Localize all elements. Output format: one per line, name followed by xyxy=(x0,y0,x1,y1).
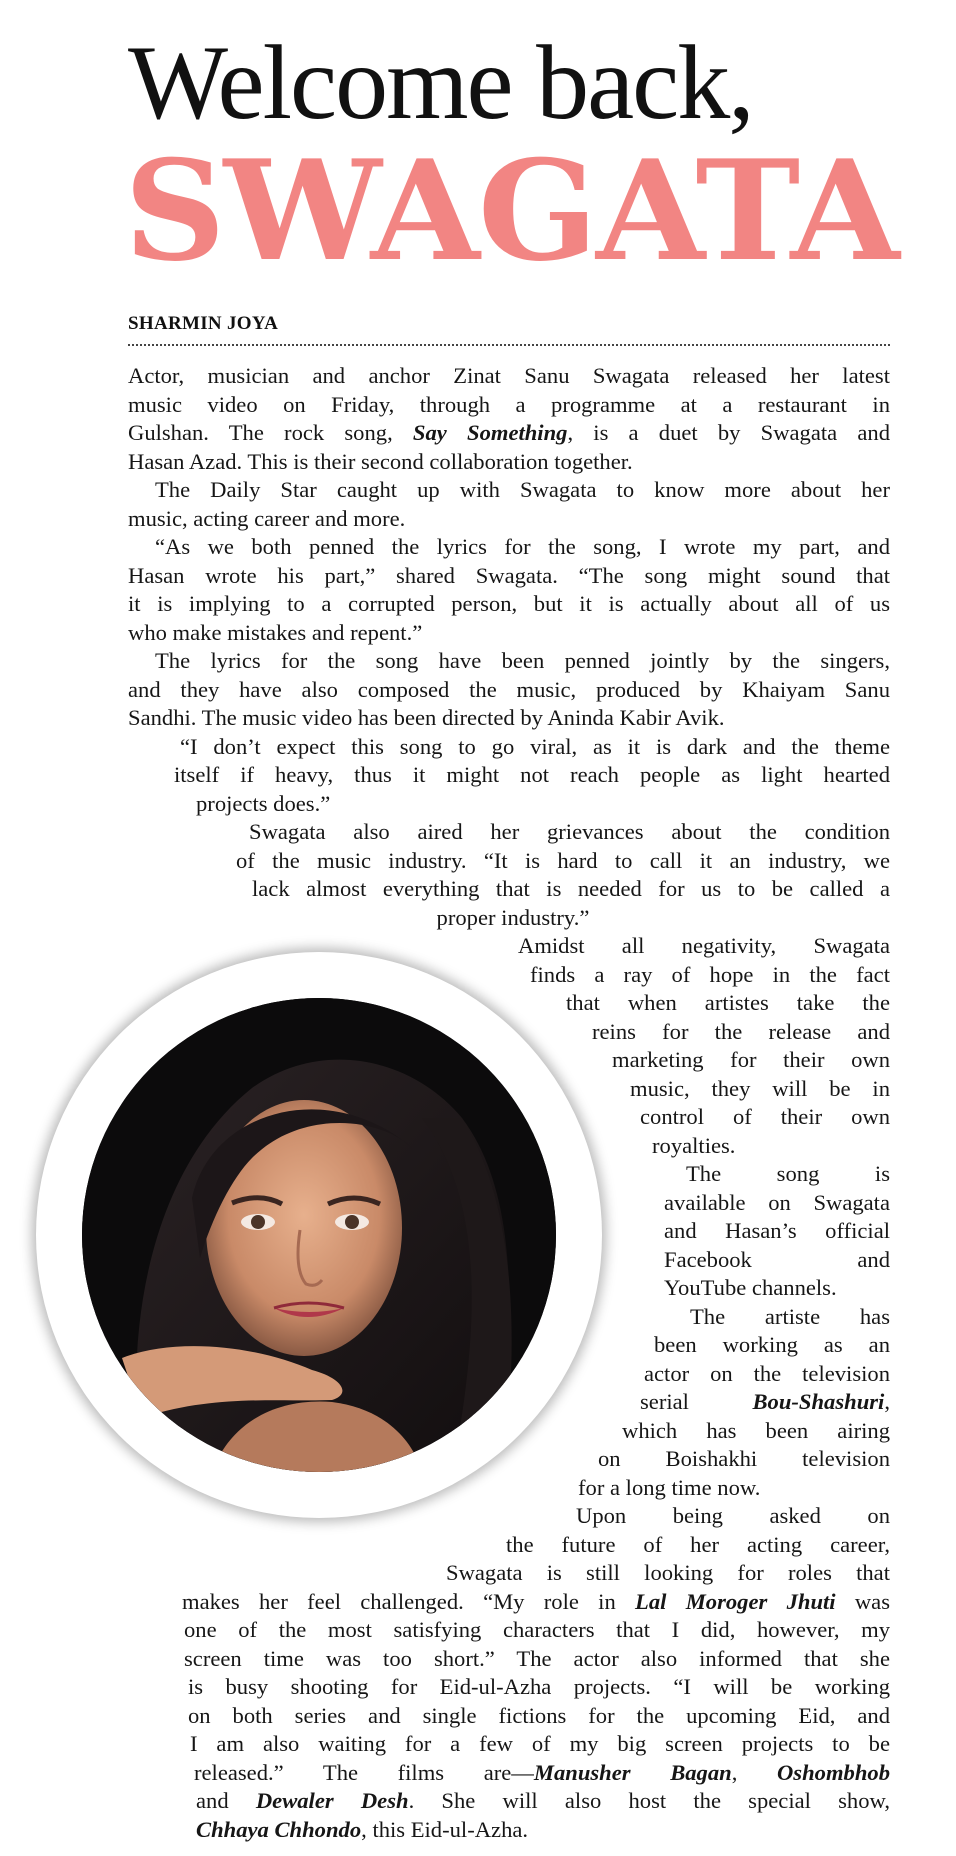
article-line xyxy=(664,1189,890,1218)
text-run: of the music industry. “It is hard to call it an industry, we xyxy=(236,847,890,873)
text-run: itself if heavy, thus it might not reach people as light hearted xyxy=(174,762,890,787)
article-line xyxy=(196,790,890,819)
article-line xyxy=(654,1331,890,1360)
article-line xyxy=(406,904,620,933)
article-line xyxy=(155,647,890,676)
text-run: Swagata also aired her grievances about the condition xyxy=(249,819,890,844)
text-run: proper industry.” xyxy=(436,904,590,930)
text-run: available on Swagata xyxy=(664,1189,890,1215)
article-line xyxy=(576,1502,890,1531)
text-run: control of their own xyxy=(640,1104,890,1129)
text-run: on both series and single fictions for the upcoming Eid, and xyxy=(188,1702,890,1728)
article-line xyxy=(686,1160,890,1189)
article-line xyxy=(128,619,890,648)
article-line xyxy=(612,1046,890,1075)
article-line xyxy=(188,1702,890,1731)
article-line xyxy=(194,1759,890,1788)
text-run: on Boishakhi television xyxy=(598,1446,890,1471)
text-run: makes her feel challenged. “My role in xyxy=(182,1588,636,1614)
text-run: Gulshan. The rock song, xyxy=(128,420,413,445)
italic-title: Manusher Bagan xyxy=(533,1759,732,1785)
article-line xyxy=(128,391,890,420)
portrait-photo xyxy=(82,998,556,1472)
italic-title: Chhaya Chhondo xyxy=(196,1816,362,1842)
italic-title: Lal Moroger Jhuti xyxy=(635,1588,836,1614)
article-line xyxy=(236,847,890,876)
article-line xyxy=(566,989,890,1018)
dotted-divider xyxy=(128,344,890,346)
text-run: been working as an xyxy=(654,1332,890,1357)
text-run: and Hasan’s official xyxy=(664,1218,890,1243)
article-line xyxy=(598,1445,890,1474)
text-run: royalties. xyxy=(652,1132,736,1158)
text-run: it is implying to a corrupted person, but it is actually about all of us xyxy=(128,591,890,616)
article-line xyxy=(188,1673,890,1702)
text-run: Actor, musician and anchor Zinat Sanu Swagata released her latest xyxy=(128,363,890,388)
text-run: Hasan Azad. This is their second collaboration together. xyxy=(128,448,633,474)
text-run: music, acting career and more. xyxy=(128,505,406,531)
article-line xyxy=(506,1531,890,1560)
article-line xyxy=(128,562,890,591)
article-line xyxy=(128,704,862,733)
headline-welcome: Welcome back, xyxy=(128,24,753,141)
text-run: Facebook and xyxy=(664,1246,890,1272)
italic-title: Say Something xyxy=(412,420,568,445)
text-run: YouTube channels. xyxy=(664,1275,837,1300)
text-run: the future of her acting career, xyxy=(506,1531,890,1557)
text-run: screen time was too short.” The actor also informed that she xyxy=(184,1645,890,1671)
text-run: lack almost everything that is needed for us to be called a xyxy=(252,876,890,901)
article-line xyxy=(196,1816,650,1845)
text-run: The lyrics for the song have been penned jointly by the singers, xyxy=(155,648,890,673)
text-run: , xyxy=(731,1759,777,1785)
article-line xyxy=(128,505,890,534)
article-line xyxy=(644,1360,890,1389)
text-run: The artiste has xyxy=(690,1303,890,1329)
text-run: music, they will be in xyxy=(630,1075,890,1101)
portrait-icon xyxy=(82,998,556,1472)
article-line xyxy=(530,961,890,990)
text-run: actor on the television xyxy=(644,1360,890,1386)
text-run: , this Eid-ul-Azha. xyxy=(361,1816,529,1842)
article-line xyxy=(630,1075,890,1104)
text-run: Amidst all negativity, Swagata xyxy=(518,933,890,958)
article-line xyxy=(249,818,890,847)
text-run: Swagata is still looking for roles that xyxy=(446,1560,890,1585)
article-line xyxy=(184,1616,890,1645)
article-line xyxy=(128,590,890,619)
text-run: finds a ray of hope in the fact xyxy=(530,961,890,987)
text-run: marketing for their own xyxy=(612,1047,890,1072)
headline-name: SWAGATA xyxy=(124,129,898,292)
article-line xyxy=(174,761,890,790)
article-line xyxy=(622,1417,890,1446)
article-line xyxy=(182,1588,890,1617)
text-run: for a long time now. xyxy=(578,1474,761,1500)
byline-author: SHARMIN JOYA xyxy=(128,313,279,334)
text-run: released.” The films are— xyxy=(194,1759,534,1785)
text-run: The song is xyxy=(686,1161,890,1186)
text-run: “I don’t expect this song to go viral, as it is dark and the theme xyxy=(180,733,890,759)
article-line xyxy=(518,932,890,961)
text-run: and xyxy=(196,1788,256,1813)
article-line xyxy=(592,1018,890,1047)
text-run: “As we both penned the lyrics for the song, I wrote my part, and xyxy=(155,534,890,559)
text-run: The Daily Star caught up with Swagata to know more about her xyxy=(155,477,890,502)
article-line xyxy=(252,875,890,904)
article-line xyxy=(664,1246,890,1275)
text-run: I am also waiting for a few of my big screen projects to be xyxy=(190,1731,890,1756)
text-run: which has been airing xyxy=(622,1417,890,1443)
article-line xyxy=(446,1559,890,1588)
text-run: music video on Friday, through a programme at a restaurant in xyxy=(128,391,890,417)
text-run: that when artistes take the xyxy=(566,990,890,1015)
article-line xyxy=(180,733,890,762)
italic-title: Oshombhob xyxy=(776,1759,890,1785)
text-run: Upon being asked on xyxy=(576,1503,890,1528)
text-run: Hasan wrote his part,” shared Swagata. “The song might sound that xyxy=(128,562,890,588)
text-run: , xyxy=(884,1389,890,1414)
text-run: serial xyxy=(640,1389,753,1414)
article-line xyxy=(128,419,890,448)
italic-title: Dewaler Desh xyxy=(255,1788,409,1813)
text-run: was xyxy=(835,1588,890,1614)
article-line xyxy=(690,1303,890,1332)
article-line xyxy=(652,1132,890,1161)
article-line xyxy=(196,1787,890,1816)
text-run: and they have also composed the music, produced by Khaiyam Sanu xyxy=(128,676,890,702)
article-line xyxy=(155,476,890,505)
article-line xyxy=(155,533,890,562)
article-line xyxy=(664,1274,890,1303)
article-line xyxy=(578,1474,800,1503)
text-run: . She will also host the special show, xyxy=(408,1788,891,1813)
text-run: is busy shooting for Eid-ul-Azha projects. “I will be working xyxy=(188,1674,890,1699)
article-line xyxy=(128,676,890,705)
article-line xyxy=(640,1388,890,1417)
text-run: who make mistakes and repent.” xyxy=(128,619,423,645)
text-run: one of the most satisfying characters that I did, however, my xyxy=(184,1617,890,1642)
article-line xyxy=(184,1645,890,1674)
text-run: Sandhi. The music video has been directed by Aninda Kabir Avik. xyxy=(128,705,725,730)
article-line xyxy=(128,362,890,391)
article-line xyxy=(128,448,890,477)
text-run: projects does.” xyxy=(196,790,331,816)
text-run: reins for the release and xyxy=(592,1018,890,1044)
article-line xyxy=(190,1730,890,1759)
text-run: , is a duet by Swagata and xyxy=(567,420,890,445)
article-line xyxy=(664,1217,890,1246)
article-line xyxy=(640,1103,890,1132)
italic-title: Bou-Shashuri xyxy=(752,1389,885,1414)
